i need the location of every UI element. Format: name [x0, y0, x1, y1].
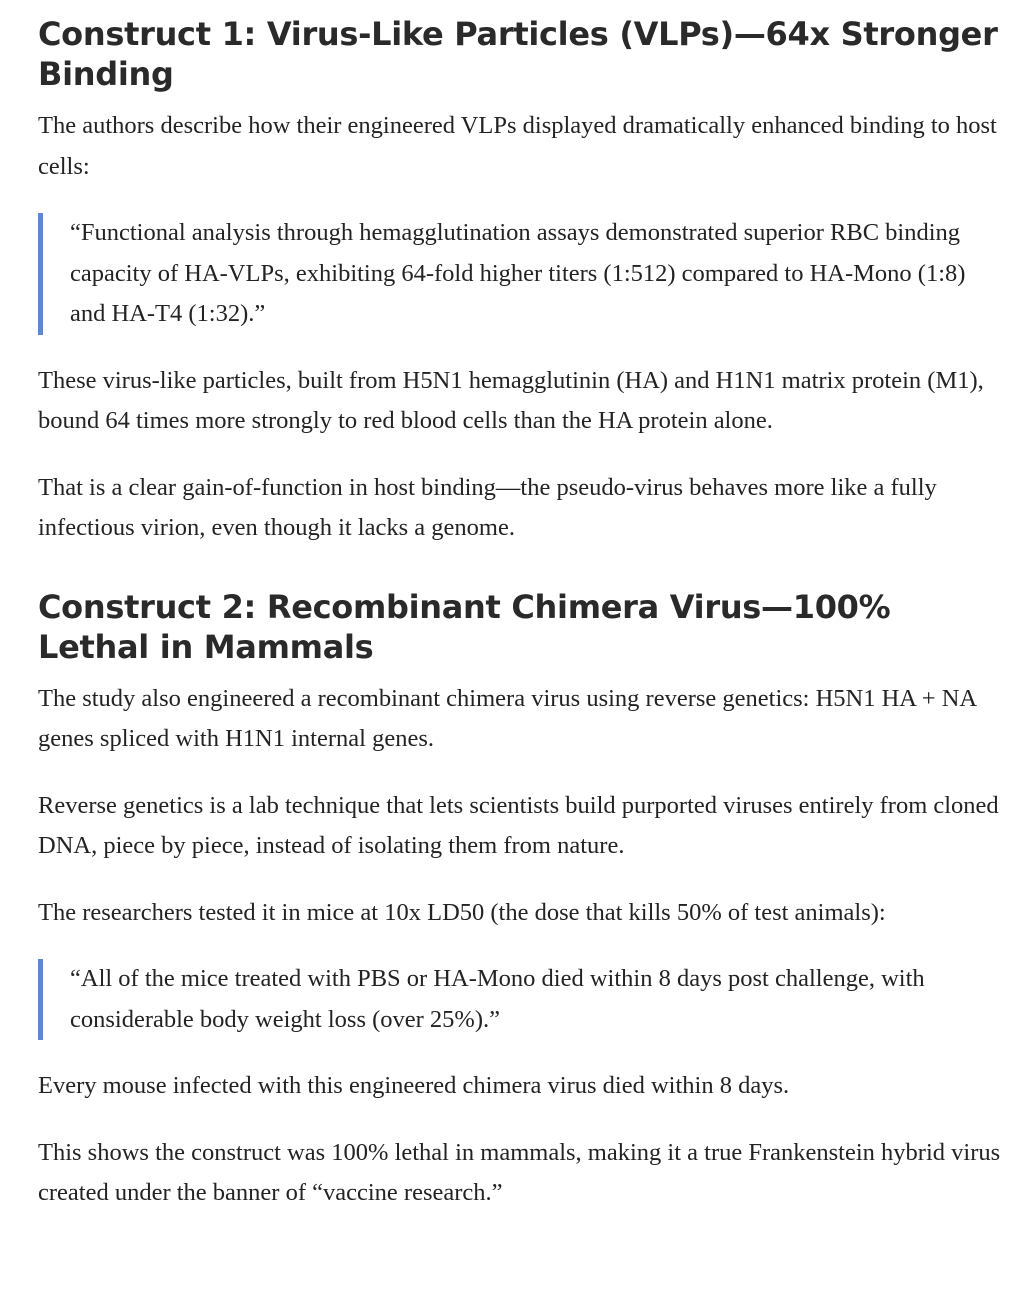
paragraph: Every mouse infected with this engineered chimera virus died within 8 days.	[38, 1072, 790, 1099]
paragraph: The researchers tested it in mice at 10x LD50 (the dose that kills 50% of test animals):	[38, 898, 886, 926]
blockquote	[38, 213, 1003, 335]
paragraph: The study also engineered a recombinant chimera virus using reverse genetics: H5N1 HA + NA genes spliced with H1N1 internal genes.	[38, 684, 976, 752]
paragraph: Reverse genetics is a lab technique that lets scientists build purported viruses entirely from cloned DNA, piece by piece, instead of isolating them from nature.	[38, 791, 999, 859]
paragraph: That is a clear gain-of-function in host binding—the pseudo-virus behaves more like a fully infectious virion, even though it lacks a genome.	[38, 473, 937, 541]
section-construct-2	[38, 587, 1003, 1214]
paragraph: This shows the construct was 100% lethal in mammals, making it a true Frankenstein hybrid virus created under the banner of “vaccine research.”	[38, 1138, 1001, 1206]
quote-text: “Functional analysis through hemagglutination assays demonstrated superior RBC binding capacity of HA-VLPs, exhibiting 64-fold higher titers (1:512) compared to HA-Mono (1:8) and HA-T4 (1:32).”	[70, 219, 966, 327]
paragraph: The authors describe how their engineered VLPs displayed dramatically enhanced binding to host cells:	[38, 112, 997, 180]
section-construct-1	[38, 14, 1003, 549]
blockquote	[38, 959, 1003, 1040]
paragraph: These virus-like particles, built from H5N1 hemagglutinin (HA) and H1N1 matrix protein (M1), bound 64 times more strongly to red blood cells than the HA protein alone.	[38, 366, 984, 434]
quote-text: “All of the mice treated with PBS or HA-Mono died within 8 days post challenge, with considerable body weight loss (over 25%).”	[70, 965, 925, 1033]
section-heading: Construct 2: Recombinant Chimera Virus—100% Lethal in Mammals	[38, 587, 891, 666]
article-body	[38, 14, 1003, 1214]
section-heading: Construct 1: Virus-Like Particles (VLPs)—64x Stronger Binding	[38, 15, 998, 93]
